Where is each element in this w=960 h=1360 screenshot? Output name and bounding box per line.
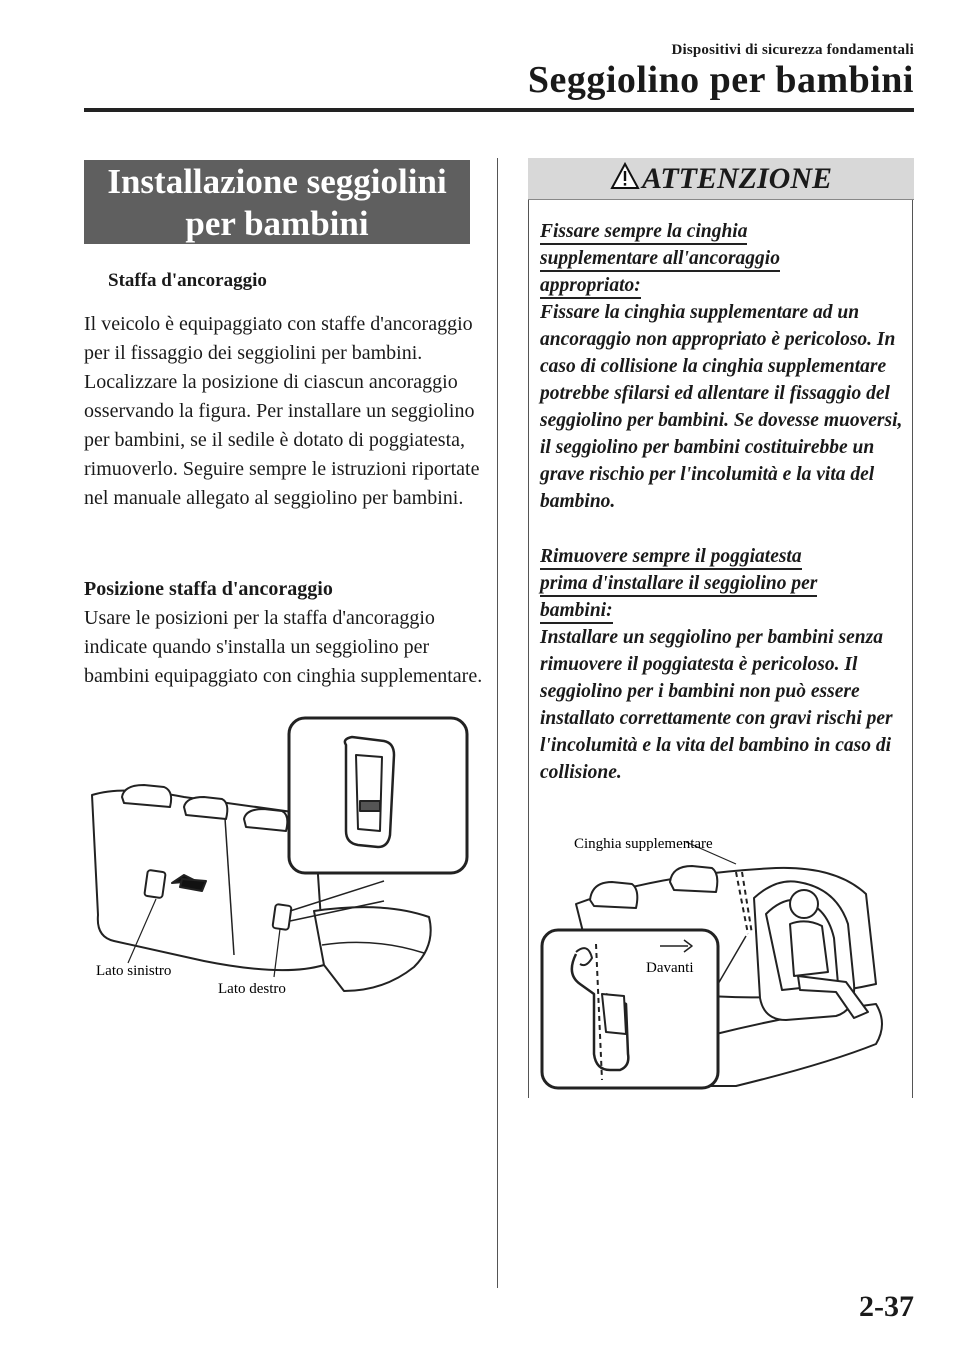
header-rule — [84, 108, 914, 112]
label-left-side: Lato sinistro — [96, 963, 172, 979]
warning-header — [528, 158, 914, 200]
section-title: Installazione seggiolini per bambini — [107, 162, 447, 243]
column-divider — [497, 158, 498, 1288]
child-seat-illustration — [536, 834, 896, 1094]
anchor-location-figure — [84, 715, 474, 1005]
tether-strap-figure — [536, 834, 896, 1094]
position-paragraph: Usare le posizioni per la staffa d'ancoraggio indicate quando s'installa un seggiolino per bambini equipaggiato con cinghia supplementare. — [84, 607, 483, 687]
label-right-side: Lato destro — [218, 981, 286, 997]
header-section-label: Dispositivi di sicurezza fondamentali — [671, 42, 914, 58]
warning-title: ATTENZIONE — [641, 162, 833, 195]
label-tether-strap: Cinghia supplementare — [574, 836, 713, 852]
warning-item-1-text: Fissare la cinghia supplementare ad un ancoraggio non appropriato è pericoloso. In caso di collisione la cinghia supplementare potrebbe sfilarsi ed allentare il fissaggio del seggiolino per bambini. Se dovesse muoversi, il seggiolino per bambini costituirebbe un grave rischio per l'incolumità e la vita del bambino. — [540, 302, 903, 512]
warning-item-1-heading: Fissare sempre la cinghia supplementare all'ancoraggio appropriato: — [540, 218, 906, 299]
warning-item-2-heading: Rimuovere sempre il poggiatesta prima d'installare il seggiolino per bambini: — [540, 543, 906, 624]
header-chapter-title: Seggiolino per bambini — [527, 59, 914, 101]
warning-content — [540, 218, 906, 786]
sub-heading-text: Staffa d'ancoraggio — [108, 270, 267, 291]
intro-paragraph: Il veicolo è equipaggiato con staffe d'ancoraggio per il fissaggio dei seggiolini per bambini. Localizzare la posizione di ciascun ancoraggio osservando la figura. Per installare un seggiolino per bambini, se il sedile è dotato di poggiatesta, rimuoverlo. Seguire sempre le istruzioni riportate nel manuale allegato al seggiolino per bambini. — [84, 313, 480, 509]
position-heading: Posizione staffa d'ancoraggio — [84, 578, 333, 600]
warning-item-2-text: Installare un seggiolino per bambini senza rimuovere il poggiatesta è pericoloso. Il seggiolino per i bambini non può essere installato correttamente con gravi rischi per l'incolumità e la vita del bambino in caso di collisione. — [540, 627, 893, 783]
rear-seat-illustration — [84, 715, 474, 1005]
warning-triangle-icon — [610, 160, 640, 202]
sub-heading — [84, 270, 470, 292]
page-number: 2-37 — [859, 1290, 914, 1323]
section-title-band — [84, 160, 470, 244]
label-front: Davanti — [646, 960, 694, 976]
